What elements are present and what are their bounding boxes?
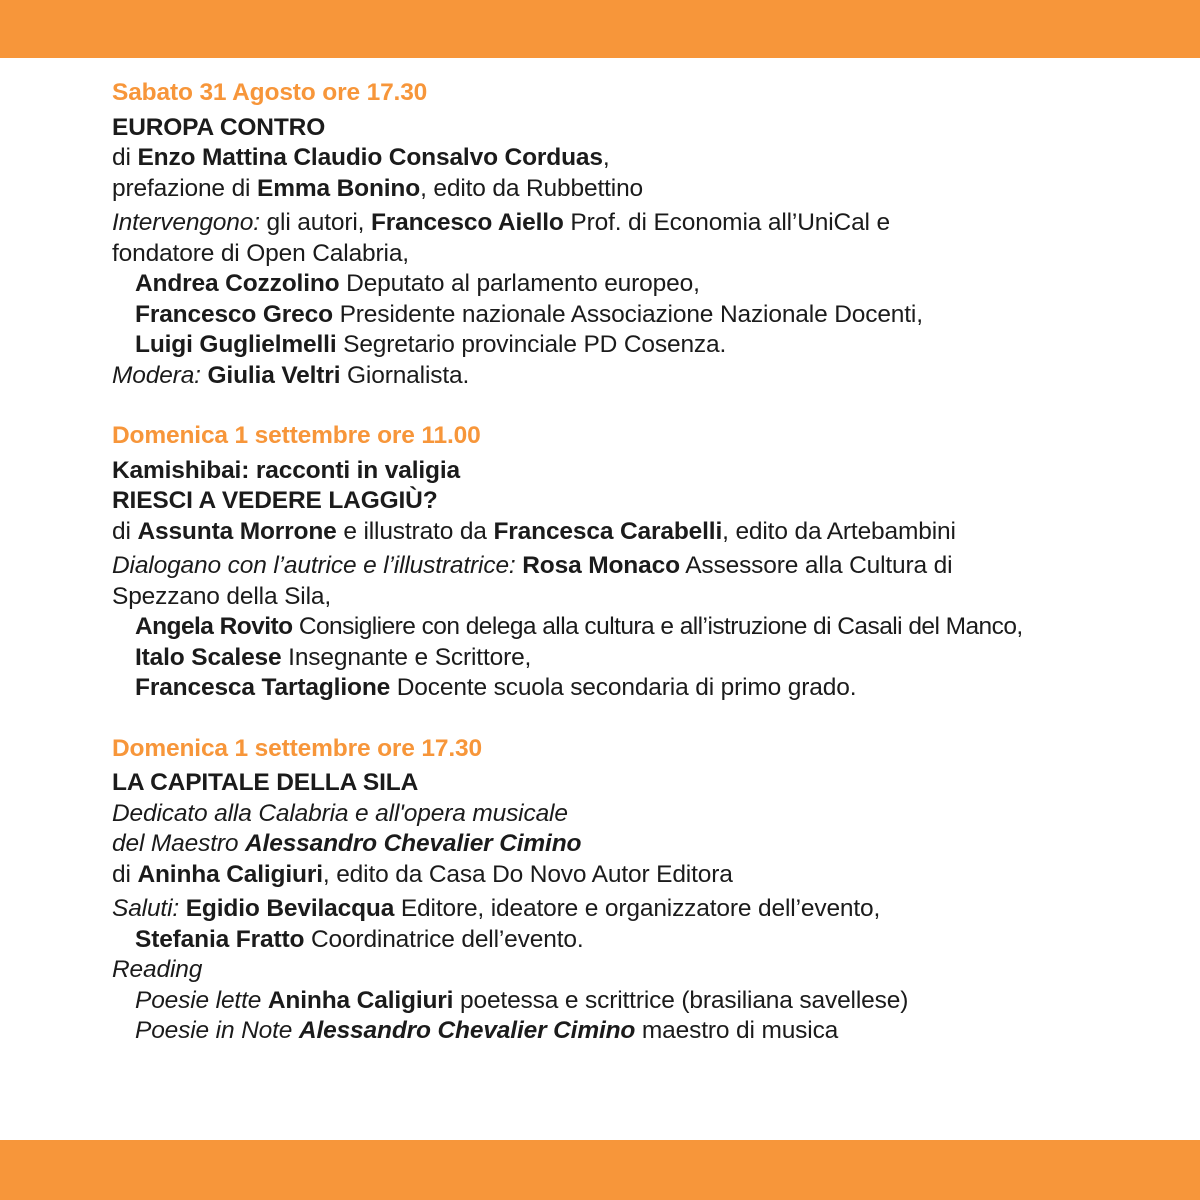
dedication-name: Alessandro Chevalier Cimino [245, 830, 582, 857]
event-title: LA CAPITALE DELLA SILA [112, 769, 419, 796]
speaker-name: Francesca Tartaglione [135, 674, 391, 701]
top-orange-band [0, 0, 1200, 58]
speaker-role: Deputato al parlamento europeo, [339, 270, 700, 297]
speaker-line [112, 269, 1182, 300]
reading-line [112, 986, 1182, 1017]
speaker-name: Francesco Aiello [370, 209, 564, 236]
speaker-role-continuation: fondatore di Open Calabria, [112, 239, 409, 267]
illustrator-name: Francesca Carabelli [493, 517, 723, 545]
event-date: Domenica 1 settembre ore 17.30 [112, 734, 482, 762]
moderator-label: Modera: [112, 361, 201, 389]
greeting-name: Stefania Fratto [135, 925, 305, 953]
reading-label: Reading [112, 956, 203, 983]
bottom-orange-band [0, 1140, 1200, 1200]
speaker-name: Andrea Cozzolino [135, 270, 340, 297]
dedication-prefix: del Maestro [112, 830, 246, 857]
event-byline [112, 517, 1182, 548]
reading-item-label: Poesie lette [135, 986, 268, 1014]
speaker-role: Insegnante e Scrittore, [281, 643, 532, 671]
speaker-name: Luigi Guglielmelli [135, 331, 337, 358]
byline-prefix: di [112, 517, 138, 545]
speakers-intro-line [112, 551, 1182, 582]
greeting-role: Coordinatrice dell’evento. [304, 925, 584, 953]
reading-role: poetessa e scrittrice (brasiliana savellese) [453, 986, 909, 1014]
author-name: Aninha Caligiuri [137, 860, 323, 888]
event-subtitle: Kamishibai: racconti in valigia [112, 456, 460, 484]
speaker-line [112, 612, 1182, 643]
speaker-role: Docente scuola secondaria di primo grado. [390, 674, 857, 701]
event-dedication: Dedicato alla Calabria e all'opera musicale [112, 799, 568, 827]
publisher-text: , edito da Artebambini [722, 517, 956, 545]
speaker-line [112, 300, 1182, 331]
moderator-line [112, 361, 1182, 392]
greetings-label: Saluti: [112, 895, 180, 922]
greeting-line [112, 925, 1182, 956]
speaker-role: Assessore alla Cultura di [679, 552, 953, 579]
speaker-role: Prof. di Economia all’UniCal e [563, 209, 890, 236]
event-byline [112, 860, 1182, 891]
speaker-role-continuation: Spezzano della Sila, [112, 582, 332, 610]
event-date: Sabato 31 Agosto ore 17.30 [112, 79, 428, 106]
speakers-intro: gli autori, [259, 209, 371, 236]
speakers-label: Dialogano con l’autrice e l’illustratrice: [112, 552, 516, 579]
event-la-capitale-della-sila [112, 734, 1182, 1047]
event-riesci-a-vedere-laggiu [112, 421, 1182, 704]
event-preface [112, 174, 1182, 205]
preface-author: Emma Bonino [257, 174, 421, 202]
reading-item-label: Poesie in Note [135, 1017, 299, 1044]
speaker-role: Segretario provinciale PD Cosenza. [336, 331, 727, 358]
event-title: EUROPA CONTRO [112, 113, 326, 141]
speaker-line [112, 330, 1182, 361]
speaker-line [112, 673, 1182, 704]
moderator-name: Giulia Veltri [207, 361, 341, 389]
author-names: Enzo Mattina Claudio Consalvo Corduas [137, 144, 603, 171]
speaker-name: Rosa Monaco [522, 552, 680, 579]
speaker-role: Presidente nazionale Associazione Nazionale Docenti, [332, 300, 923, 328]
byline-suffix: , [602, 144, 610, 171]
event-dedication-line2 [112, 829, 1182, 860]
reading-role: maestro di musica [635, 1017, 839, 1044]
speakers-intro-line [112, 208, 1182, 239]
speaker-name: Italo Scalese [135, 643, 282, 671]
greetings-line [112, 894, 1182, 925]
preface-prefix: prefazione di [112, 174, 257, 202]
moderator-role: Giornalista. [340, 361, 470, 389]
event-date: Domenica 1 settembre ore 11.00 [112, 422, 481, 449]
reading-performer: Alessandro Chevalier Cimino [298, 1017, 636, 1044]
byline-middle: e illustrato da [336, 517, 494, 545]
speaker-line [112, 643, 1182, 674]
program-content [112, 78, 1182, 1047]
speaker-name: Francesco Greco [135, 300, 333, 328]
event-europa-contro [112, 78, 1182, 391]
speakers-label: Intervengono: [112, 209, 260, 236]
speaker-role: Consigliere con delega alla cultura e all’istruzione di Casali del Manco, [292, 613, 1023, 640]
speaker-name: Angela Rovito [135, 613, 293, 640]
reading-performer: Aninha Caligiuri [267, 986, 454, 1014]
publisher-text: , edito da Rubbettino [420, 174, 644, 202]
author-name: Assunta Morrone [137, 517, 337, 545]
greeting-name: Egidio Bevilacqua [185, 895, 395, 922]
publisher-text: , edito da Casa Do Novo Autor Editora [322, 860, 733, 888]
byline-prefix: di [112, 860, 138, 888]
greeting-role: Editore, ideatore e organizzatore dell’evento, [394, 895, 881, 922]
event-byline [112, 143, 1182, 174]
reading-line [112, 1016, 1182, 1047]
byline-prefix: di [112, 144, 138, 171]
event-title: RIESCI A VEDERE LAGGIÙ? [112, 487, 438, 514]
